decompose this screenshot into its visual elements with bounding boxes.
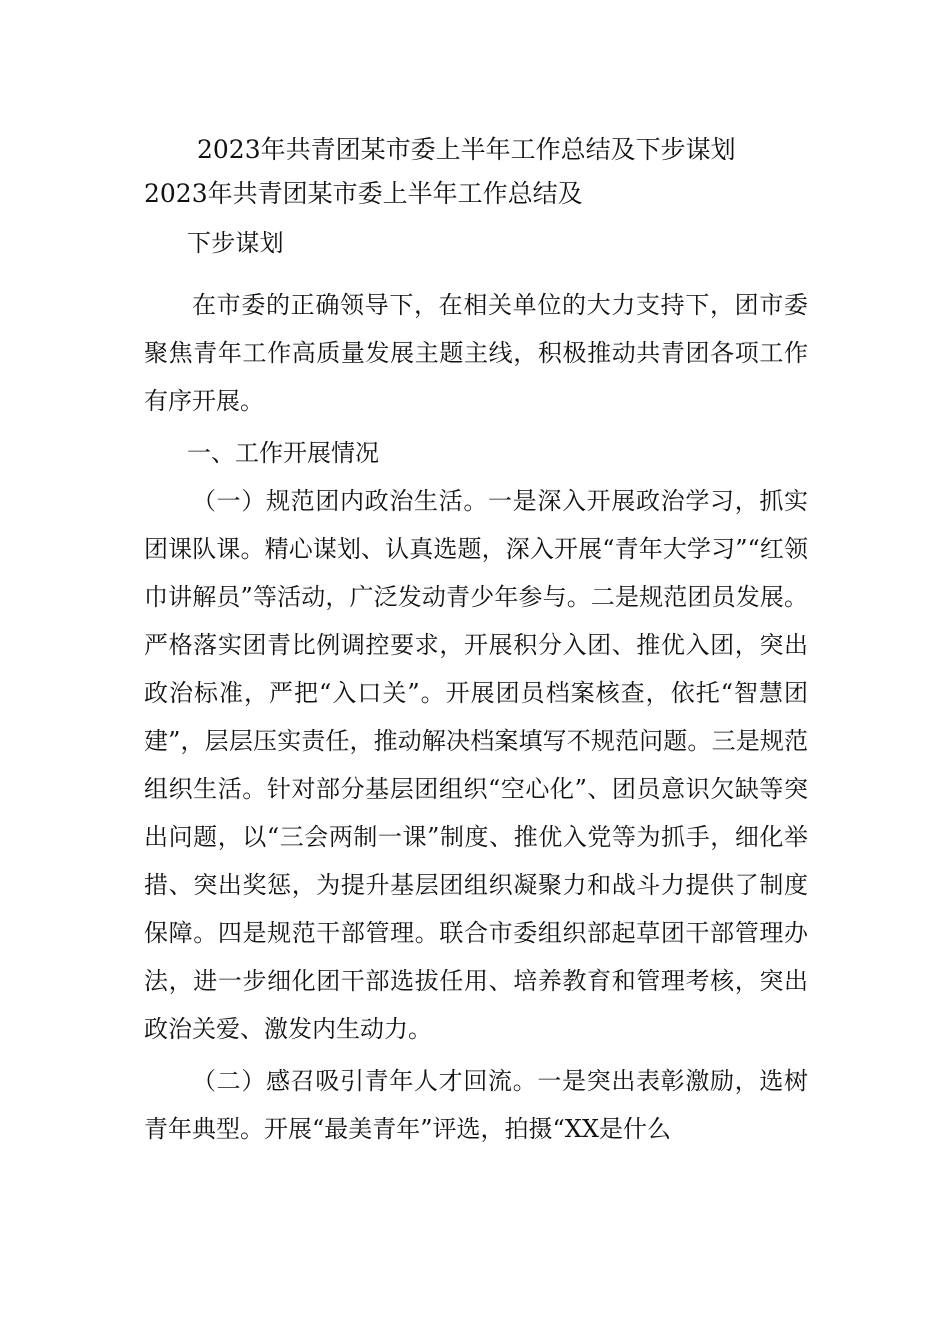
document-subtitle-line-2: 下步谋划 <box>187 229 284 257</box>
intro-paragraph: 在市委的正确领导下，在相关单位的大力支持下，团市委聚焦青年工作高质量发展主题主线，积极推动共青团各项工作有序开展。 <box>144 291 808 415</box>
document-body <box>144 129 808 1153</box>
document-subtitle-line-1: 2023年共青团某市委上半年工作总结及 <box>144 179 583 208</box>
document-title: 2023年共青团某市委上半年工作总结及下步谋划 <box>197 135 736 164</box>
paragraph-political-life: （一）规范团内政治生活。一是深入开展政治学习，抓实团课队课。精心谋划、认真选题，深入开展“青年大学习”“红领巾讲解员”等活动，广泛发动青少年参与。二是规范团员发展。严格落实团青比例调控要求，开展积分入团、推优入团，突出政治标准，严把“入口关”。开展团员档案核查，依托“智慧团建”，层层压实责任，推动解决档案填写不规范问题。三是规范组织生活。针对部分基层团组织“空心化”、团员意识欠缺等突出问题，以“三会两制一课”制度、推优入党等为抓手，细化举措、突出奖惩，为提升基层团组织凝聚力和战斗力提供了制度保障。四是规范干部管理。联合市委组织部起草团干部管理办法，进一步细化团干部选拔任用、培养教育和管理考核，突出政治关爱、激发内生动力。 <box>144 487 808 1043</box>
spacer <box>144 267 808 281</box>
paragraph-talent-return: （二）感召吸引青年人才回流。一是突出表彰激励，选树青年典型。开展“最美青年”评选，拍摄“XX是什么 <box>144 1067 808 1143</box>
section-heading-work-progress: 一、工作开展情况 <box>187 439 379 467</box>
